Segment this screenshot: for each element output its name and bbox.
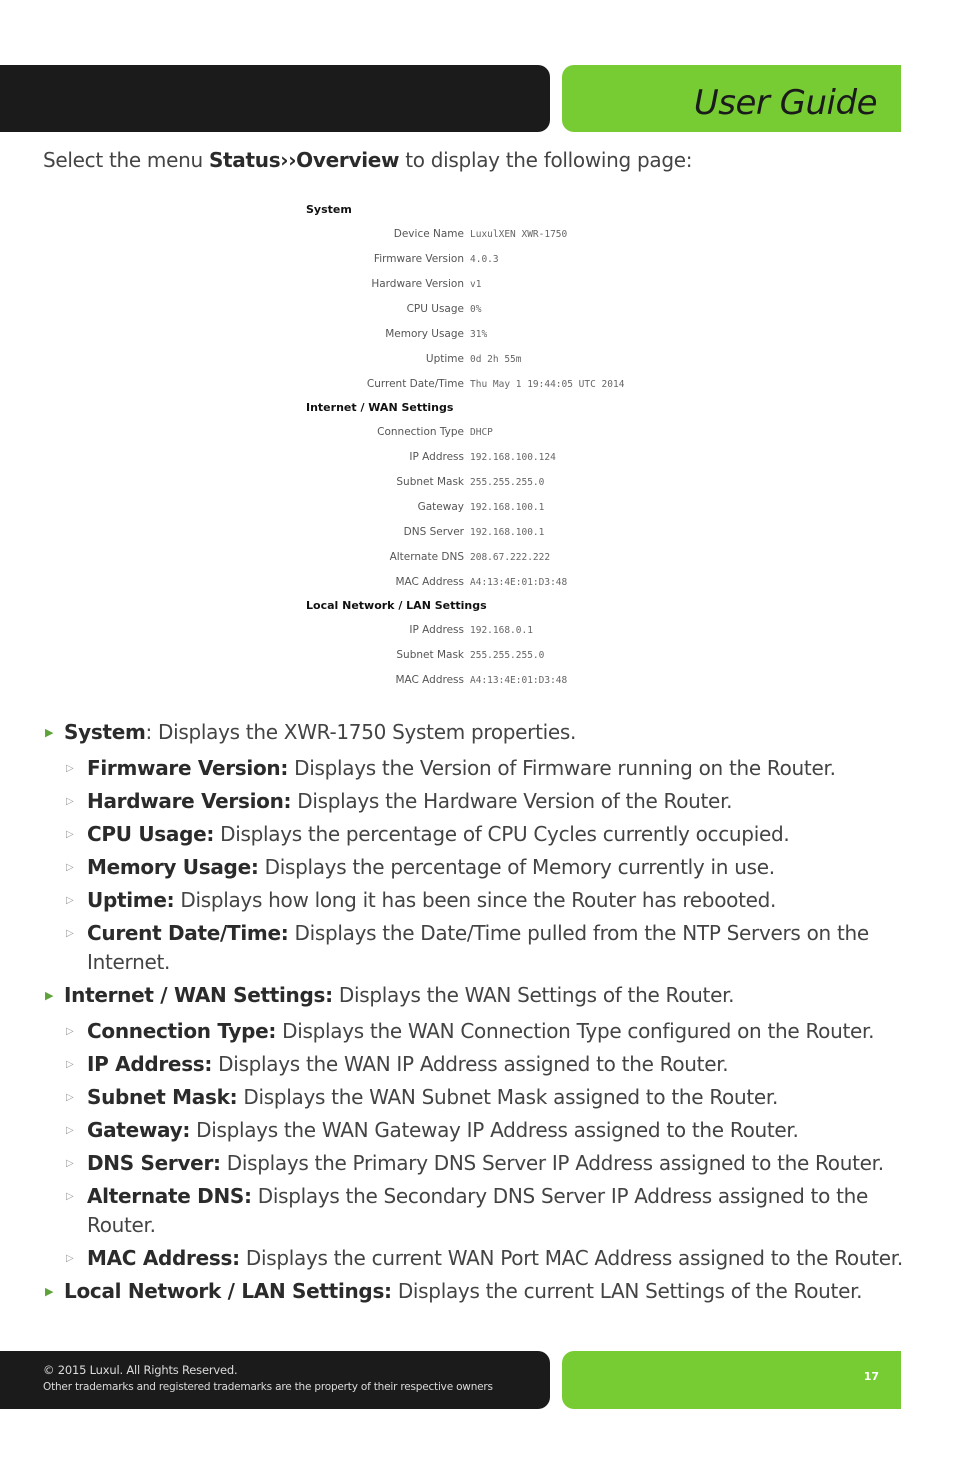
bullet-description: Displays the percentage of CPU Cycles currently occupied.: [214, 822, 790, 846]
bullet-term: DNS Server:: [87, 1151, 221, 1175]
bullet-description: Displays the WAN Gateway IP Address assigned to the Router.: [190, 1118, 799, 1142]
footer-green-bar: [562, 1351, 901, 1409]
bullet-description: Displays the Primary DNS Server IP Address assigned to the Router.: [220, 1151, 884, 1175]
status-value: LuxulXEN XWR-1750: [470, 229, 568, 240]
bullet-term: Internet / WAN Settings:: [64, 983, 333, 1007]
bullet-term: Firmware Version:: [87, 756, 289, 780]
status-value: v1: [470, 279, 482, 290]
bullet-description: : Displays the XWR-1750 System properties.: [145, 720, 577, 744]
status-label: IP Address: [409, 624, 464, 636]
status-section-title: Internet / WAN Settings: [306, 401, 454, 414]
status-label: MAC Address: [395, 674, 464, 686]
bullet-term: Memory Usage:: [87, 855, 259, 879]
status-row: [300, 624, 700, 640]
outline-triangle-bullet-icon: ▷: [66, 928, 74, 939]
sub-bullet: [43, 886, 913, 915]
status-label: Connection Type: [377, 426, 464, 438]
outline-triangle-bullet-icon: ▷: [66, 1026, 74, 1037]
status-value: 208.67.222.222: [470, 552, 551, 563]
status-value: A4:13:4E:01:D3:48: [470, 577, 568, 588]
section-bullet: [43, 1277, 913, 1306]
status-row: [300, 674, 700, 690]
status-value: 255.255.255.0: [470, 477, 545, 488]
status-row: [300, 253, 700, 269]
sub-bullet: [43, 1149, 913, 1178]
bullet-term: Gateway:: [87, 1118, 191, 1142]
footer-trademarks: Other trademarks and registered trademarks are the property of their respective owners: [43, 1381, 493, 1393]
status-value: 4.0.3: [470, 254, 499, 265]
status-row: [300, 551, 700, 567]
status-row: [300, 526, 700, 542]
status-value: Thu May 1 19:44:05 UTC 2014: [470, 379, 625, 390]
intro-paragraph: [43, 148, 692, 172]
intro-text-after: to display the following page:: [399, 148, 693, 172]
bullet-description: Displays the current LAN Settings of the Router.: [391, 1279, 863, 1303]
status-value: 192.168.100.1: [470, 527, 545, 538]
status-label: Hardware Version: [371, 278, 464, 290]
outline-triangle-bullet-icon: ▷: [66, 763, 74, 774]
status-label: Gateway: [417, 501, 464, 513]
status-value: 192.168.100.1: [470, 502, 545, 513]
status-row: [300, 278, 700, 294]
bullet-term: System: [64, 720, 146, 744]
bullet-description: Displays the current WAN Port MAC Address assigned to the Router.: [239, 1246, 903, 1270]
status-value: A4:13:4E:01:D3:48: [470, 675, 568, 686]
filled-triangle-bullet-icon: ▶: [45, 726, 54, 739]
status-row: [300, 303, 700, 319]
status-label: MAC Address: [395, 576, 464, 588]
bullet-description: Displays the Secondary DNS Server IP Address assigned to the Router.: [87, 1184, 869, 1237]
footer-copyright: © 2015 Luxul. All Rights Reserved.: [43, 1363, 238, 1377]
status-row: [300, 353, 700, 369]
intro-text-before: Select the menu: [43, 148, 209, 172]
outline-triangle-bullet-icon: ▷: [66, 1059, 74, 1070]
bullet-description: Displays the Hardware Version of the Router.: [291, 789, 733, 813]
bullet-term: Hardware Version:: [87, 789, 292, 813]
status-section-title: Local Network / LAN Settings: [306, 599, 487, 612]
page-title: User Guide: [693, 83, 877, 123]
status-label: Subnet Mask: [396, 649, 464, 661]
bullet-term: Subnet Mask:: [87, 1085, 238, 1109]
status-row: [300, 476, 700, 492]
outline-triangle-bullet-icon: ▷: [66, 1125, 74, 1136]
bullet-term: Alternate DNS:: [87, 1184, 252, 1208]
sub-bullet: [43, 1244, 913, 1273]
status-value: 192.168.100.124: [470, 452, 556, 463]
status-row: [300, 228, 700, 244]
bullet-term: Curent Date/Time:: [87, 921, 289, 945]
status-label: Alternate DNS: [389, 551, 464, 563]
status-value: 31%: [470, 329, 488, 340]
filled-triangle-bullet-icon: ▶: [45, 989, 54, 1002]
status-row: [300, 576, 700, 592]
sub-bullet: [43, 1050, 913, 1079]
sub-bullet: [43, 754, 913, 783]
status-row: [300, 501, 700, 517]
bullet-term: Uptime:: [87, 888, 175, 912]
sub-bullet: [43, 919, 913, 977]
sub-bullet: [43, 1116, 913, 1145]
status-value: DHCP: [470, 427, 493, 438]
outline-triangle-bullet-icon: ▷: [66, 1253, 74, 1264]
status-value: 192.168.0.1: [470, 625, 533, 636]
sub-bullet: [43, 1182, 913, 1240]
outline-triangle-bullet-icon: ▷: [66, 1092, 74, 1103]
bullet-description: Displays the Version of Firmware running on the Router.: [288, 756, 836, 780]
bullet-description: Displays the WAN Subnet Mask assigned to the Router.: [237, 1085, 779, 1109]
status-value: 0d 2h 55m: [470, 354, 522, 365]
header-green-bar: [562, 65, 901, 132]
status-label: Subnet Mask: [396, 476, 464, 488]
sub-bullet: [43, 853, 913, 882]
bullet-description: Displays the Date/Time pulled from the NTP Servers on the Internet.: [87, 921, 869, 974]
outline-triangle-bullet-icon: ▷: [66, 796, 74, 807]
filled-triangle-bullet-icon: ▶: [45, 1285, 54, 1298]
status-label: DNS Server: [403, 526, 464, 538]
status-row: [300, 378, 700, 394]
outline-triangle-bullet-icon: ▷: [66, 895, 74, 906]
status-value: 255.255.255.0: [470, 650, 545, 661]
bullet-term: CPU Usage:: [87, 822, 215, 846]
sub-bullet: [43, 1017, 913, 1046]
outline-triangle-bullet-icon: ▷: [66, 829, 74, 840]
bullet-description: Displays how long it has been since the Router has rebooted.: [174, 888, 777, 912]
intro-menu-path: Status››Overview: [208, 148, 400, 172]
footer-black-bar: [0, 1351, 550, 1409]
status-row: [300, 328, 700, 344]
status-value: 0%: [470, 304, 482, 315]
outline-triangle-bullet-icon: ▷: [66, 862, 74, 873]
bullet-description: Displays the WAN IP Address assigned to the Router.: [212, 1052, 729, 1076]
status-label: Current Date/Time: [366, 378, 464, 390]
bullet-term: MAC Address:: [87, 1246, 240, 1270]
outline-triangle-bullet-icon: ▷: [66, 1191, 74, 1202]
bullet-term: Connection Type:: [87, 1019, 277, 1043]
status-row: [300, 649, 700, 665]
status-label: IP Address: [409, 451, 464, 463]
status-row: [300, 426, 700, 442]
sub-bullet: [43, 787, 913, 816]
header-black-bar: [0, 65, 550, 132]
sub-bullet: [43, 1083, 913, 1112]
status-label: Memory Usage: [385, 328, 464, 340]
status-label: Uptime: [425, 353, 464, 365]
section-bullet: [43, 981, 913, 1010]
sub-bullet: [43, 820, 913, 849]
outline-triangle-bullet-icon: ▷: [66, 1158, 74, 1169]
status-row: [300, 451, 700, 467]
section-bullet: [43, 718, 913, 747]
page-number: 17: [863, 1370, 879, 1383]
bullet-term: IP Address:: [87, 1052, 213, 1076]
bullet-description: Displays the WAN Connection Type configured on the Router.: [276, 1019, 875, 1043]
status-label: CPU Usage: [406, 303, 464, 315]
status-overview-screenshot: [300, 200, 700, 700]
bullet-term: Local Network / LAN Settings:: [64, 1279, 392, 1303]
bullet-description: Displays the WAN Settings of the Router.: [332, 983, 735, 1007]
bullet-description: Displays the percentage of Memory currently in use.: [258, 855, 775, 879]
description-list: [43, 718, 913, 1313]
status-label: Device Name: [393, 228, 464, 240]
status-section-title: System: [306, 203, 352, 216]
status-label: Firmware Version: [373, 253, 464, 265]
